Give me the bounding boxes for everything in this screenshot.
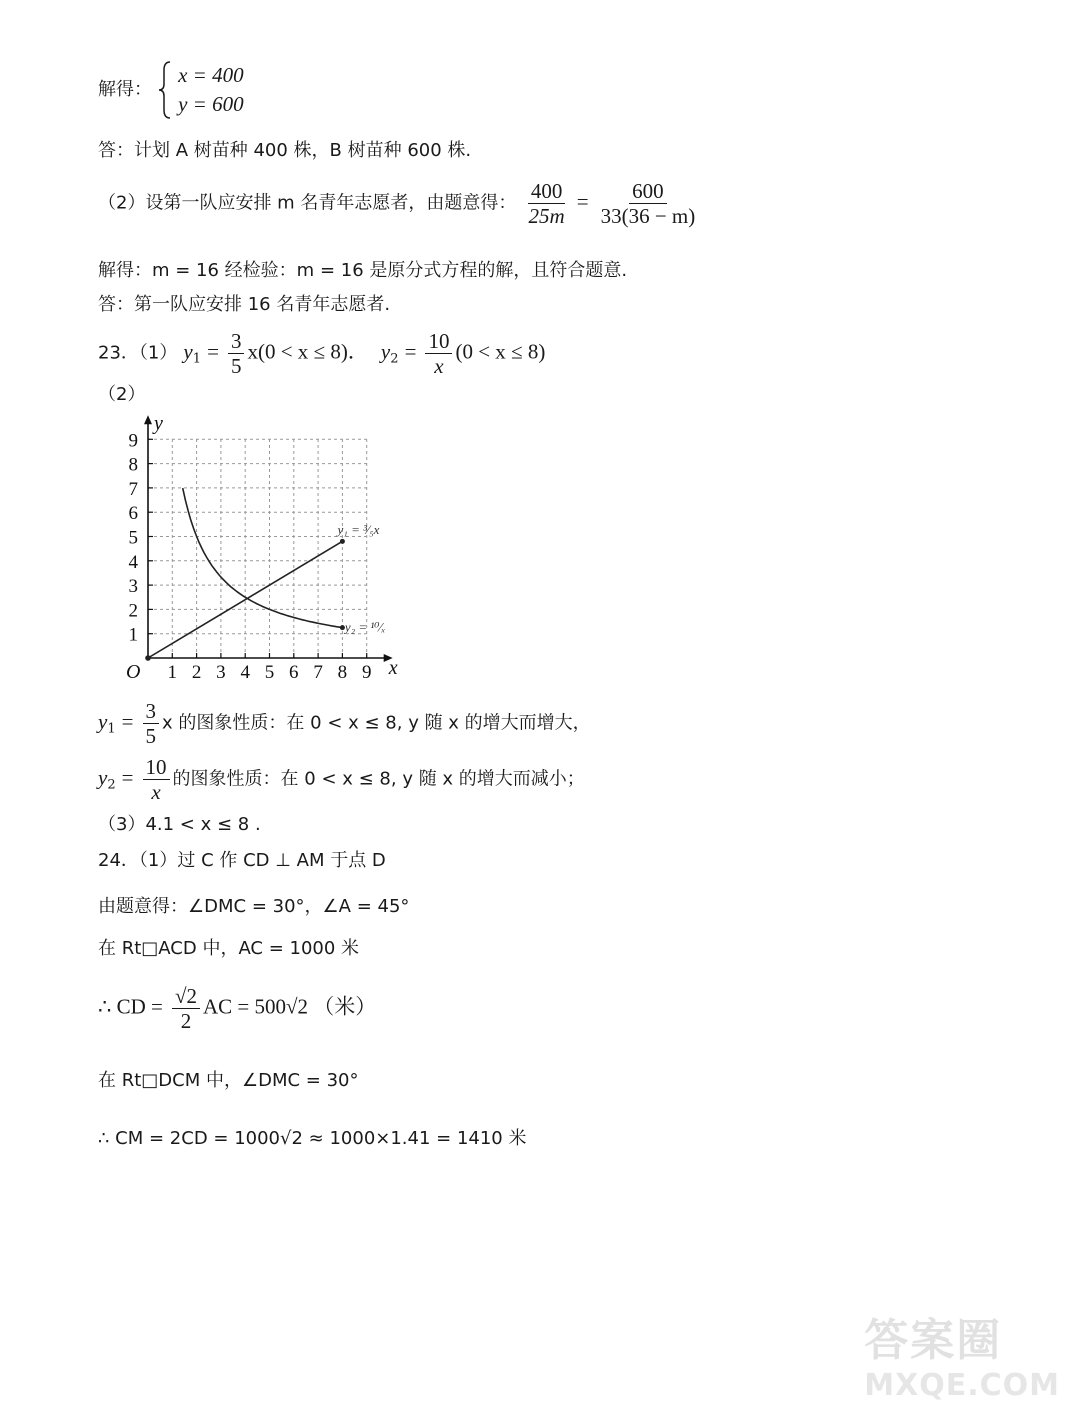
brace-icon	[158, 60, 172, 120]
equation-y: y = 600	[178, 92, 244, 116]
solution-system	[98, 60, 244, 120]
series-y1-point	[145, 655, 151, 661]
part-3-answer: （3）4.1 < x ≤ 8 .	[98, 814, 261, 835]
y-tick-label: 3	[128, 576, 138, 598]
y-tick-label: 6	[128, 503, 138, 525]
series-y2-label: y₂ = ¹⁰⁄ₓ	[344, 619, 386, 635]
solution-label: 解得：	[98, 79, 152, 100]
watermark-logo: 答案圈 MXQE.COM	[864, 1315, 1060, 1403]
y-axis-label: y	[154, 412, 163, 435]
y-tick-label: 2	[128, 600, 138, 622]
property-y1: $y_1$ = $\frac{3}{5}$ x 的图象性质：在 0 < x ≤ 8, y 随 x 的增大而增大，	[98, 699, 591, 749]
fraction-three-fifths: $\frac{3}{5}$	[228, 330, 245, 377]
x-tick-label: 4	[240, 662, 250, 682]
x-tick-label: 2	[191, 662, 202, 682]
origin-label: O	[126, 661, 141, 682]
x-axis-label: x	[388, 657, 398, 679]
y-tick-label: 7	[128, 478, 138, 500]
x-tick-label: 1	[167, 662, 178, 682]
x-tick-label: 8	[337, 662, 348, 682]
series-y1-line	[148, 541, 342, 658]
x-tick-label: 3	[216, 662, 226, 682]
answer-line-2: 答：第一队应安排 16 名青年志愿者.	[98, 294, 391, 315]
series-y1-label: y₁ = ³⁄₅x	[337, 522, 380, 538]
setup-text: （2）设第一队应安排 m 名青年志愿者，由题意得：	[98, 192, 517, 214]
function-graph	[110, 412, 430, 682]
y-tick-label: 1	[128, 624, 138, 646]
x-tick-label: 9	[361, 662, 372, 682]
given-angles: 由题意得：∠DMC = 30°，∠A = 45°	[98, 896, 410, 917]
solve-line-m: 解得：m = 16 经检验：m = 16 是原分式方程的解，且符合题意.	[98, 260, 628, 281]
series-y2-curve	[183, 488, 343, 627]
part-2-label: （2）	[98, 384, 146, 405]
y-tick-label: 5	[128, 527, 138, 549]
y-tick-label: 8	[128, 454, 138, 476]
equation-x: x = 400	[178, 63, 244, 87]
triangle-dcm: 在 Rt□DCM 中，∠DMC = 30°	[98, 1070, 359, 1091]
property-y2: $y_2$ = $\frac{10}{x}$ 的图象性质：在 0 < x ≤ 8, y 随 x 的增大而减小；	[98, 755, 585, 805]
equation-line-2: （2）设第一队应安排 m 名青年志愿者，由题意得： $\frac{400}{25m}$ = $\frac{600}{33(36 - m)}$	[98, 180, 701, 227]
series-y1-point	[340, 539, 345, 544]
fraction-right: $\frac{600}{33(36 - m)}$	[600, 179, 696, 229]
y-tick-label: 9	[128, 430, 138, 452]
x-tick-label: 6	[289, 662, 299, 682]
x-tick-label: 5	[264, 662, 275, 682]
triangle-acd: 在 Rt□ACD 中，AC = 1000 米	[98, 938, 360, 959]
problem-24-part-1: 24．（1）过 C 作 CD ⊥ AM 于点 D	[98, 850, 386, 871]
answer-line-1: 答：计划 A 树苗种 400 株，B 树苗种 600 株.	[98, 140, 472, 161]
problem-23-part-1: 23．（1） $y_1$ = $\frac{3}{5}$ x(0 < x ≤ 8)． $y_2$ = $\frac{10}{x}$ (0 < x ≤ 8)	[98, 329, 546, 379]
x-tick-label: 7	[313, 662, 323, 682]
fraction-ten-over-x: $\frac{10}{x}$	[425, 330, 452, 377]
cm-calculation: ∴ CM = 2CD = 1000√2 ≈ 1000×1.41 = 1410 米	[98, 1128, 527, 1149]
y-tick-label: 4	[128, 551, 138, 573]
y-axis-arrow-icon	[144, 415, 152, 424]
cd-calculation: ∴ CD = $\frac{√2}{2}$ AC = 500√2 （米）	[98, 984, 377, 1034]
fraction-left: $\frac{400}{25m}$	[528, 179, 565, 229]
